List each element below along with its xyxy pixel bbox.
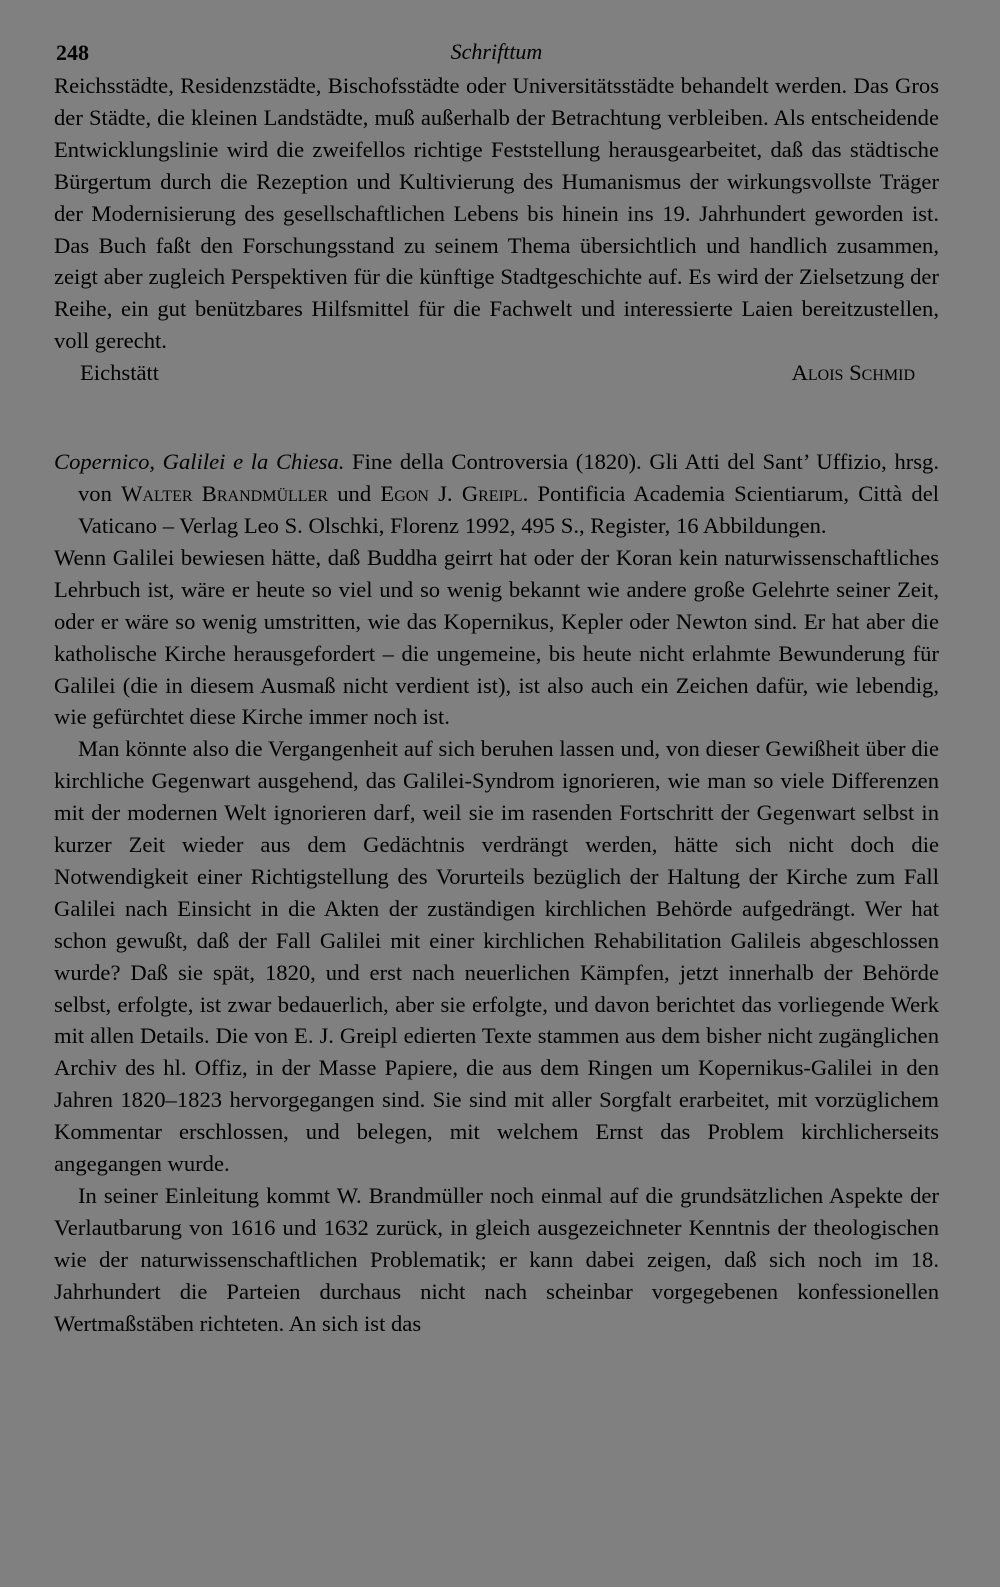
page-body [54, 70, 939, 1340]
editor-name-2: Egon J. Greipl [380, 481, 523, 507]
signature-place: Eichstätt [80, 360, 160, 386]
running-title: Schrifttum [450, 39, 543, 64]
book-title: Copernico, Galilei e la Chiesa. [54, 449, 345, 475]
review-paragraph-2: Man könnte also die Vergangenheit auf sich beruhen lassen und, von dieser Gewißheit über die kirchliche Gegenwart ausgehend, das Galilei-Syndrom ignorieren, wie man so viele Differenzen mit der modernen Welt ignorieren darf, weil sie im rasenden Fortschritt der Gegenwart selbst in kurzer Zeit wieder aus dem Gedächtnis verdrängt werden, hätte sich nicht doch die Notwendigkeit einer Richtigstellung des Vorurteils bezüglich der Haltung der Kirche zum Fall Galilei nach Einsicht in die Akten der zuständigen kirchlichen Behörde aufgedrängt. Wer hat schon gewußt, daß der Fall Galilei mit einer kirchlichen Rehabilitation Galileis abgeschlossen wurde? Daß sie spät, 1820, und erst nach neuerlichen Kämpfen, jetzt innerhalb der Behörde selbst, erfolgte, ist zwar bedauerlich, aber sie erfolgte, und davon berichtet das vorliegende Werk mit allen Details. Die von E. J. Greipl edierten Texte stammen aus dem bisher nicht zugänglichen Archiv des hl. Offiz, in der Masse Papiere, die aus dem Ringen um Kopernikus-Galilei in den Jahren 1820–1823 hervorgegangen sind. Sie sind mit aller Sorgfalt erarbeitet, mit vorzüglichem Kommentar erschlossen, und belegen, mit welchem Ernst das Problem kirchlicherseits angegangen wurde. [54, 736, 939, 1177]
book-page [54, 30, 939, 1340]
page-header [54, 30, 939, 70]
review-bibliographic-heading [54, 446, 939, 542]
signature-author: Alois Schmid [791, 360, 915, 386]
page-number: 248 [56, 40, 89, 65]
bibliographic-details-2: . Pontificia Academia Scientiarum, Città del Vaticano – Verlag Leo S. Olschki, Florenz 1992, 495 S., Register, 16 Abbildungen. [78, 481, 940, 538]
editor-name-1: Walter Brandmüller [121, 481, 328, 507]
bibliographic-connector: und [328, 481, 381, 507]
review-paragraph-1: Wenn Galilei bewiesen hätte, daß Buddha geirrt hat oder der Koran kein naturwissenschaftliches Lehrbuch ist, wäre er heute so viel und so wenig bekannt wie andere große Gelehrte seiner Zeit, oder er wäre so wenig umstritten, wie das Kopernikus, Kepler oder Newton sind. Er hat aber die katholische Kirche herausgefordert – die ungemeine, bis heute nicht erlahmte Bewunderung für Galilei (die in diesem Ausmaß nicht verdient ist), ist also auch ein Zeichen dafür, wie lebendig, wie gefürchtet diese Kirche immer noch ist. [54, 544, 939, 730]
review-paragraph-3: In seiner Einleitung kommt W. Brandmüller noch einmal auf die grundsätzlichen Aspekte der Verlautbarung von 1616 und 1632 zurück, in gleich ausgezeichneter Kenntnis der theologischen wie der naturwissenschaftlichen Problematik; er kann dabei zeigen, daß sich noch im 18. Jahrhundert die Parteien durchaus nicht nach scheinbar vorgegebenen konfessionellen Wertmaßstäben richteten. An sich ist das [54, 1183, 939, 1336]
review-signature [54, 357, 939, 389]
bibliographic-details-1: Fine della Controversia (1820). Gli Atti del Sant’ Uffizio, hrsg. von [78, 449, 940, 507]
previous-review-closing-paragraph: Reichsstädte, Residenzstädte, Bischofsstädte oder Universitätsstädte behandelt werden. Das Gros der Städte, die kleinen Landstädte, muß außerhalb der Betrachtung verbleiben. Als entscheidende Entwicklungslinie wird die zweifellos richtige Feststellung herausgearbeitet, daß das städtische Bürgertum durch die Rezeption und Kultivierung des Humanismus der wirkungsvollste Träger der Modernisierung des gesellschaftlichen Lebens bis hinein ins 19. Jahrhundert geworden ist. Das Buch faßt den Forschungsstand zu seinem Thema übersichtlich und handlich zusammen, zeigt aber zugleich Perspektiven für die künftige Stadtgeschichte auf. Es wird der Zielsetzung der Reihe, ein gut benützbares Hilfsmittel für die Fachwelt und interessierte Laien bereitzustellen, voll gerecht. [54, 73, 939, 354]
section-spacer [54, 389, 939, 446]
